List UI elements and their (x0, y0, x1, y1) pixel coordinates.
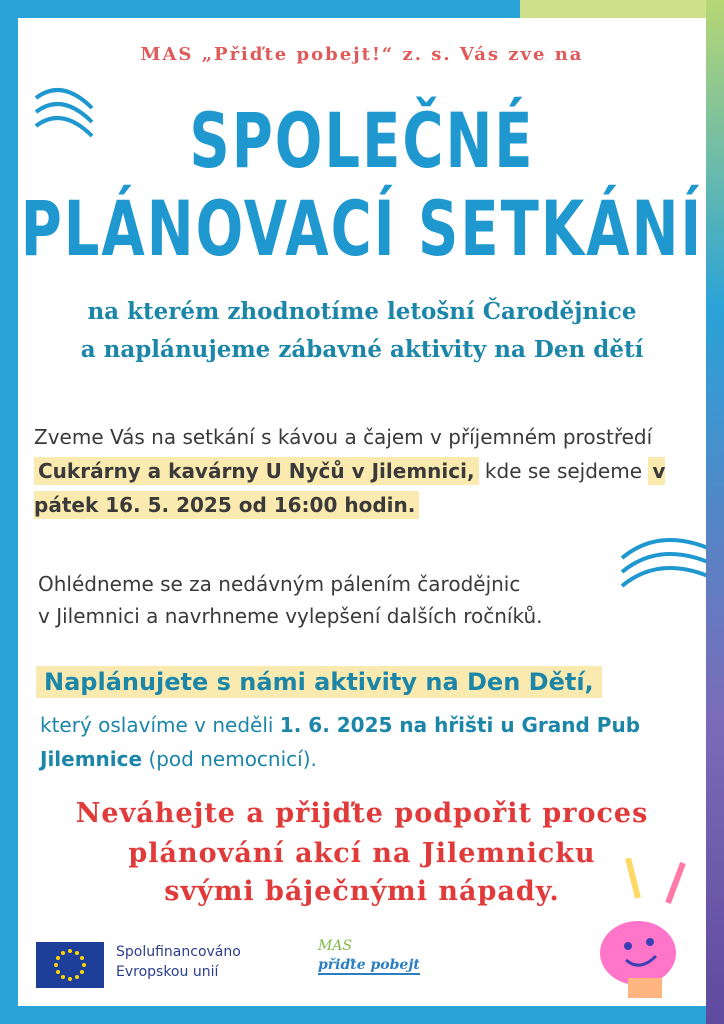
cta-line-3: svými báječnými nápady. (164, 876, 560, 907)
cta-line-2: plánování akcí na Jilemnicku (128, 838, 596, 869)
mas-logo-top: MAS (318, 938, 353, 954)
eu-line-2: Evropskou unií (116, 964, 219, 980)
childrens-day-heading: Naplánujete s námi aktivity na Den Dětí, (36, 666, 602, 698)
review-line-2: v Jilemnici a navrhneme vylepšení dalších ročníků. (38, 604, 543, 628)
frame-corner-purple (706, 0, 724, 1024)
invitation-paper (18, 18, 706, 1006)
eu-line-1: Spolufinancováno (116, 944, 241, 960)
subtitle-line-2: a naplánujeme zábavné aktivity na Den dětí (80, 336, 644, 363)
frame-corner-yellow (520, 0, 724, 18)
mas-logo (318, 938, 428, 994)
paragraph-review (38, 568, 678, 632)
childrens-day-details: 1. 6. 2025 na hřišti u Grand Pub Jilemnice (40, 713, 641, 771)
date-highlight: v pátek 16. 5. 2025 od 16:00 hodin. (34, 459, 666, 517)
cta-line-1: Neváhejte a přijďte podpořit proces (75, 798, 649, 829)
invitation-text-1: Zveme Vás na setkání s kávou a čajem v příjemném prostředí (34, 425, 653, 449)
childrens-day-text-1: který oslavíme v neděli (40, 713, 274, 737)
eu-cofinanced-text (116, 942, 241, 982)
mas-logo-text: přiďte pobejt (318, 957, 420, 973)
childrens-day-text (40, 708, 700, 776)
venue-highlight: Cukrárny a kavárny U Nyčů v Jilemnici, (34, 457, 479, 485)
paragraph-invitation (34, 420, 694, 522)
subtitle-line-1: na kterém zhodnotíme letošní Čarodějnice (87, 298, 637, 325)
title-line-2: PLÁNOVACÍ SETKÁNÍ (20, 186, 704, 274)
invite-line: MAS „Přiďte pobejt!“ z. s. Vás zve na (140, 44, 584, 65)
title-line-1: SPOLEČNÉ (189, 98, 535, 186)
review-line-1: Ohlédneme se za nedávným pálením čarodějnic (38, 572, 521, 596)
childrens-day-text-2: (pod nemocnicí). (148, 747, 317, 771)
eu-flag-icon (36, 942, 104, 988)
invitation-text-2: kde se sejdeme (484, 459, 643, 483)
hand-illustration (578, 858, 698, 998)
